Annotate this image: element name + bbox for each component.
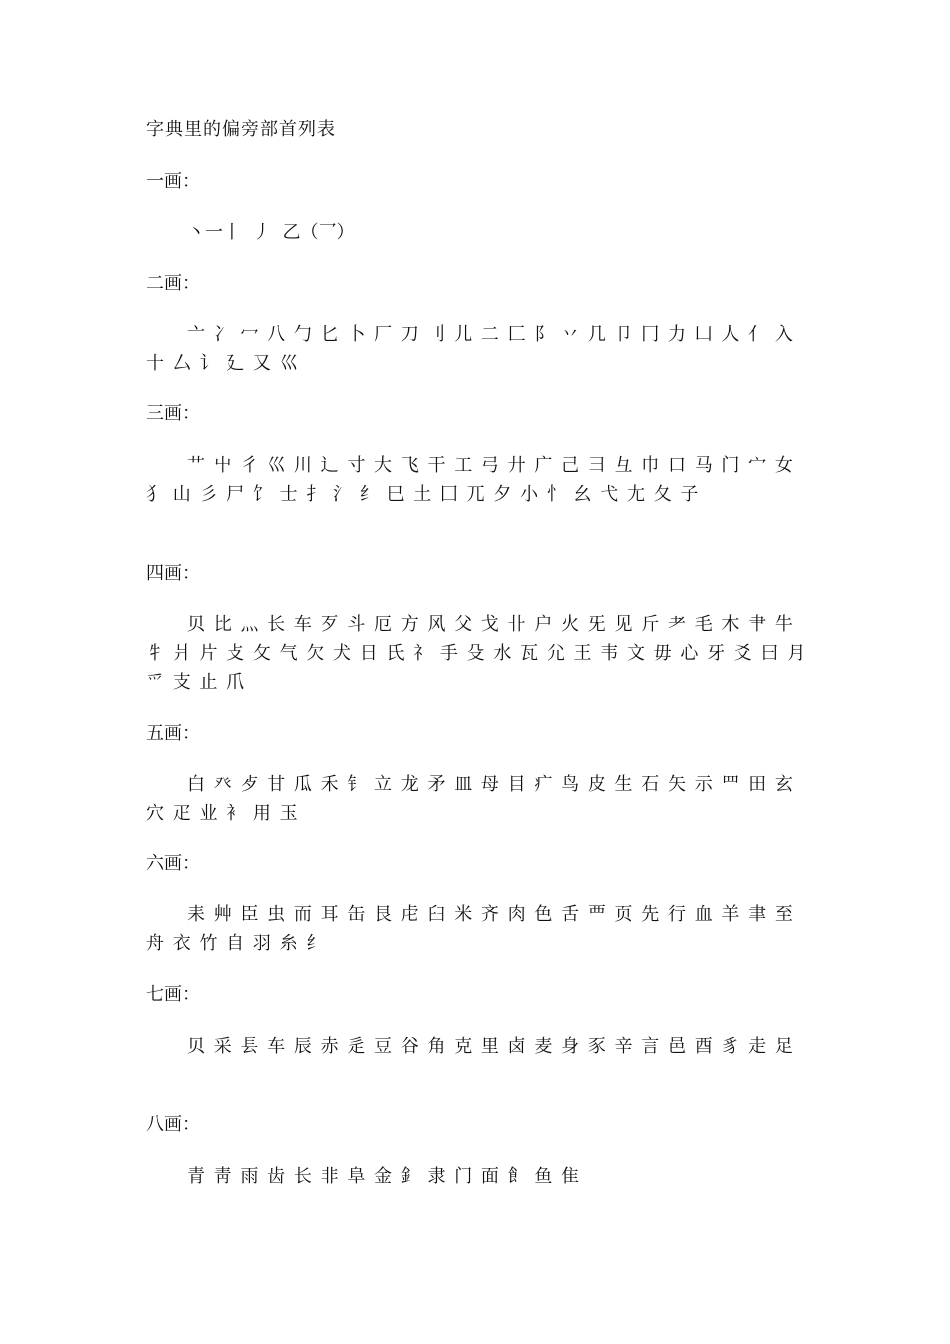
- section-heading-7-stroke: 七画：: [146, 984, 200, 1005]
- section-heading-3-stroke: 三画：: [146, 403, 200, 424]
- radical-list-7-stroke: 贝 采 镸 车 辰 赤 辵 豆 谷 角 克 里 卤 麦 身 豕 辛 言 邑 酉 豸 走 足: [187, 1036, 793, 1057]
- section-heading-6-stroke: 六画：: [146, 853, 200, 874]
- radical-list-6-stroke: 耒 艸 臣 虫 而 耳 缶 艮 虍 臼 米 齐 肉 色 舌 覀 页 先 行 血 羊 聿 至 舟 衣 竹 自 羽 糸 纟: [146, 904, 793, 954]
- radical-list-1-stroke: 丶一丨 丿 乙（乛）: [187, 222, 355, 243]
- document-title: 字典里的偏旁部首列表: [146, 119, 336, 140]
- radical-list-3-stroke: 艹 屮 彳 巛 川 辶 寸 大 飞 干 工 弓 廾 广 己 彐 彑 巾 口 马 门 宀 女 犭 山 彡 尸 饣 士 扌 氵 纟 巳 土 囗 兀 夕 小 忄 幺 弋 尢 夂 子: [146, 455, 793, 505]
- radical-list-5-stroke: 白 癶 歺 甘 瓜 禾 钅 立 龙 矛 皿 母 目 疒 鸟 皮 生 石 矢 示 罒 田 玄 穴 疋 业 衤 用 玉: [146, 774, 793, 824]
- radical-list-8-stroke: 青 靑 雨 齿 长 非 阜 金 釒 隶 门 面 飠 鱼 隹: [187, 1166, 580, 1187]
- section-heading-8-stroke: 八画：: [146, 1114, 200, 1135]
- section-heading-2-stroke: 二画：: [146, 273, 200, 294]
- radical-list-4-stroke: 贝 比 灬 长 车 歹 斗 厄 方 风 父 戈 卝 户 火 旡 见 斤 耂 毛 木 肀 牛 牜 爿 片 攴 攵 气 欠 犬 日 氏 礻 手 殳 水 瓦 尣 王 韦 文 毋 心 牙 爻 曰 月 爫 支 止 爪: [146, 614, 806, 693]
- section-heading-1-stroke: 一画：: [146, 171, 200, 192]
- section-heading-4-stroke: 四画：: [146, 563, 200, 584]
- section-heading-5-stroke: 五画：: [146, 723, 200, 744]
- radical-list-2-stroke: 亠 冫 冖 八 勹 匕 卜 厂 刀 刂 儿 二 匚 阝 丷 几 卩 冂 力 凵 人 亻 入 十 厶 讠 廴 又 巛: [146, 324, 793, 374]
